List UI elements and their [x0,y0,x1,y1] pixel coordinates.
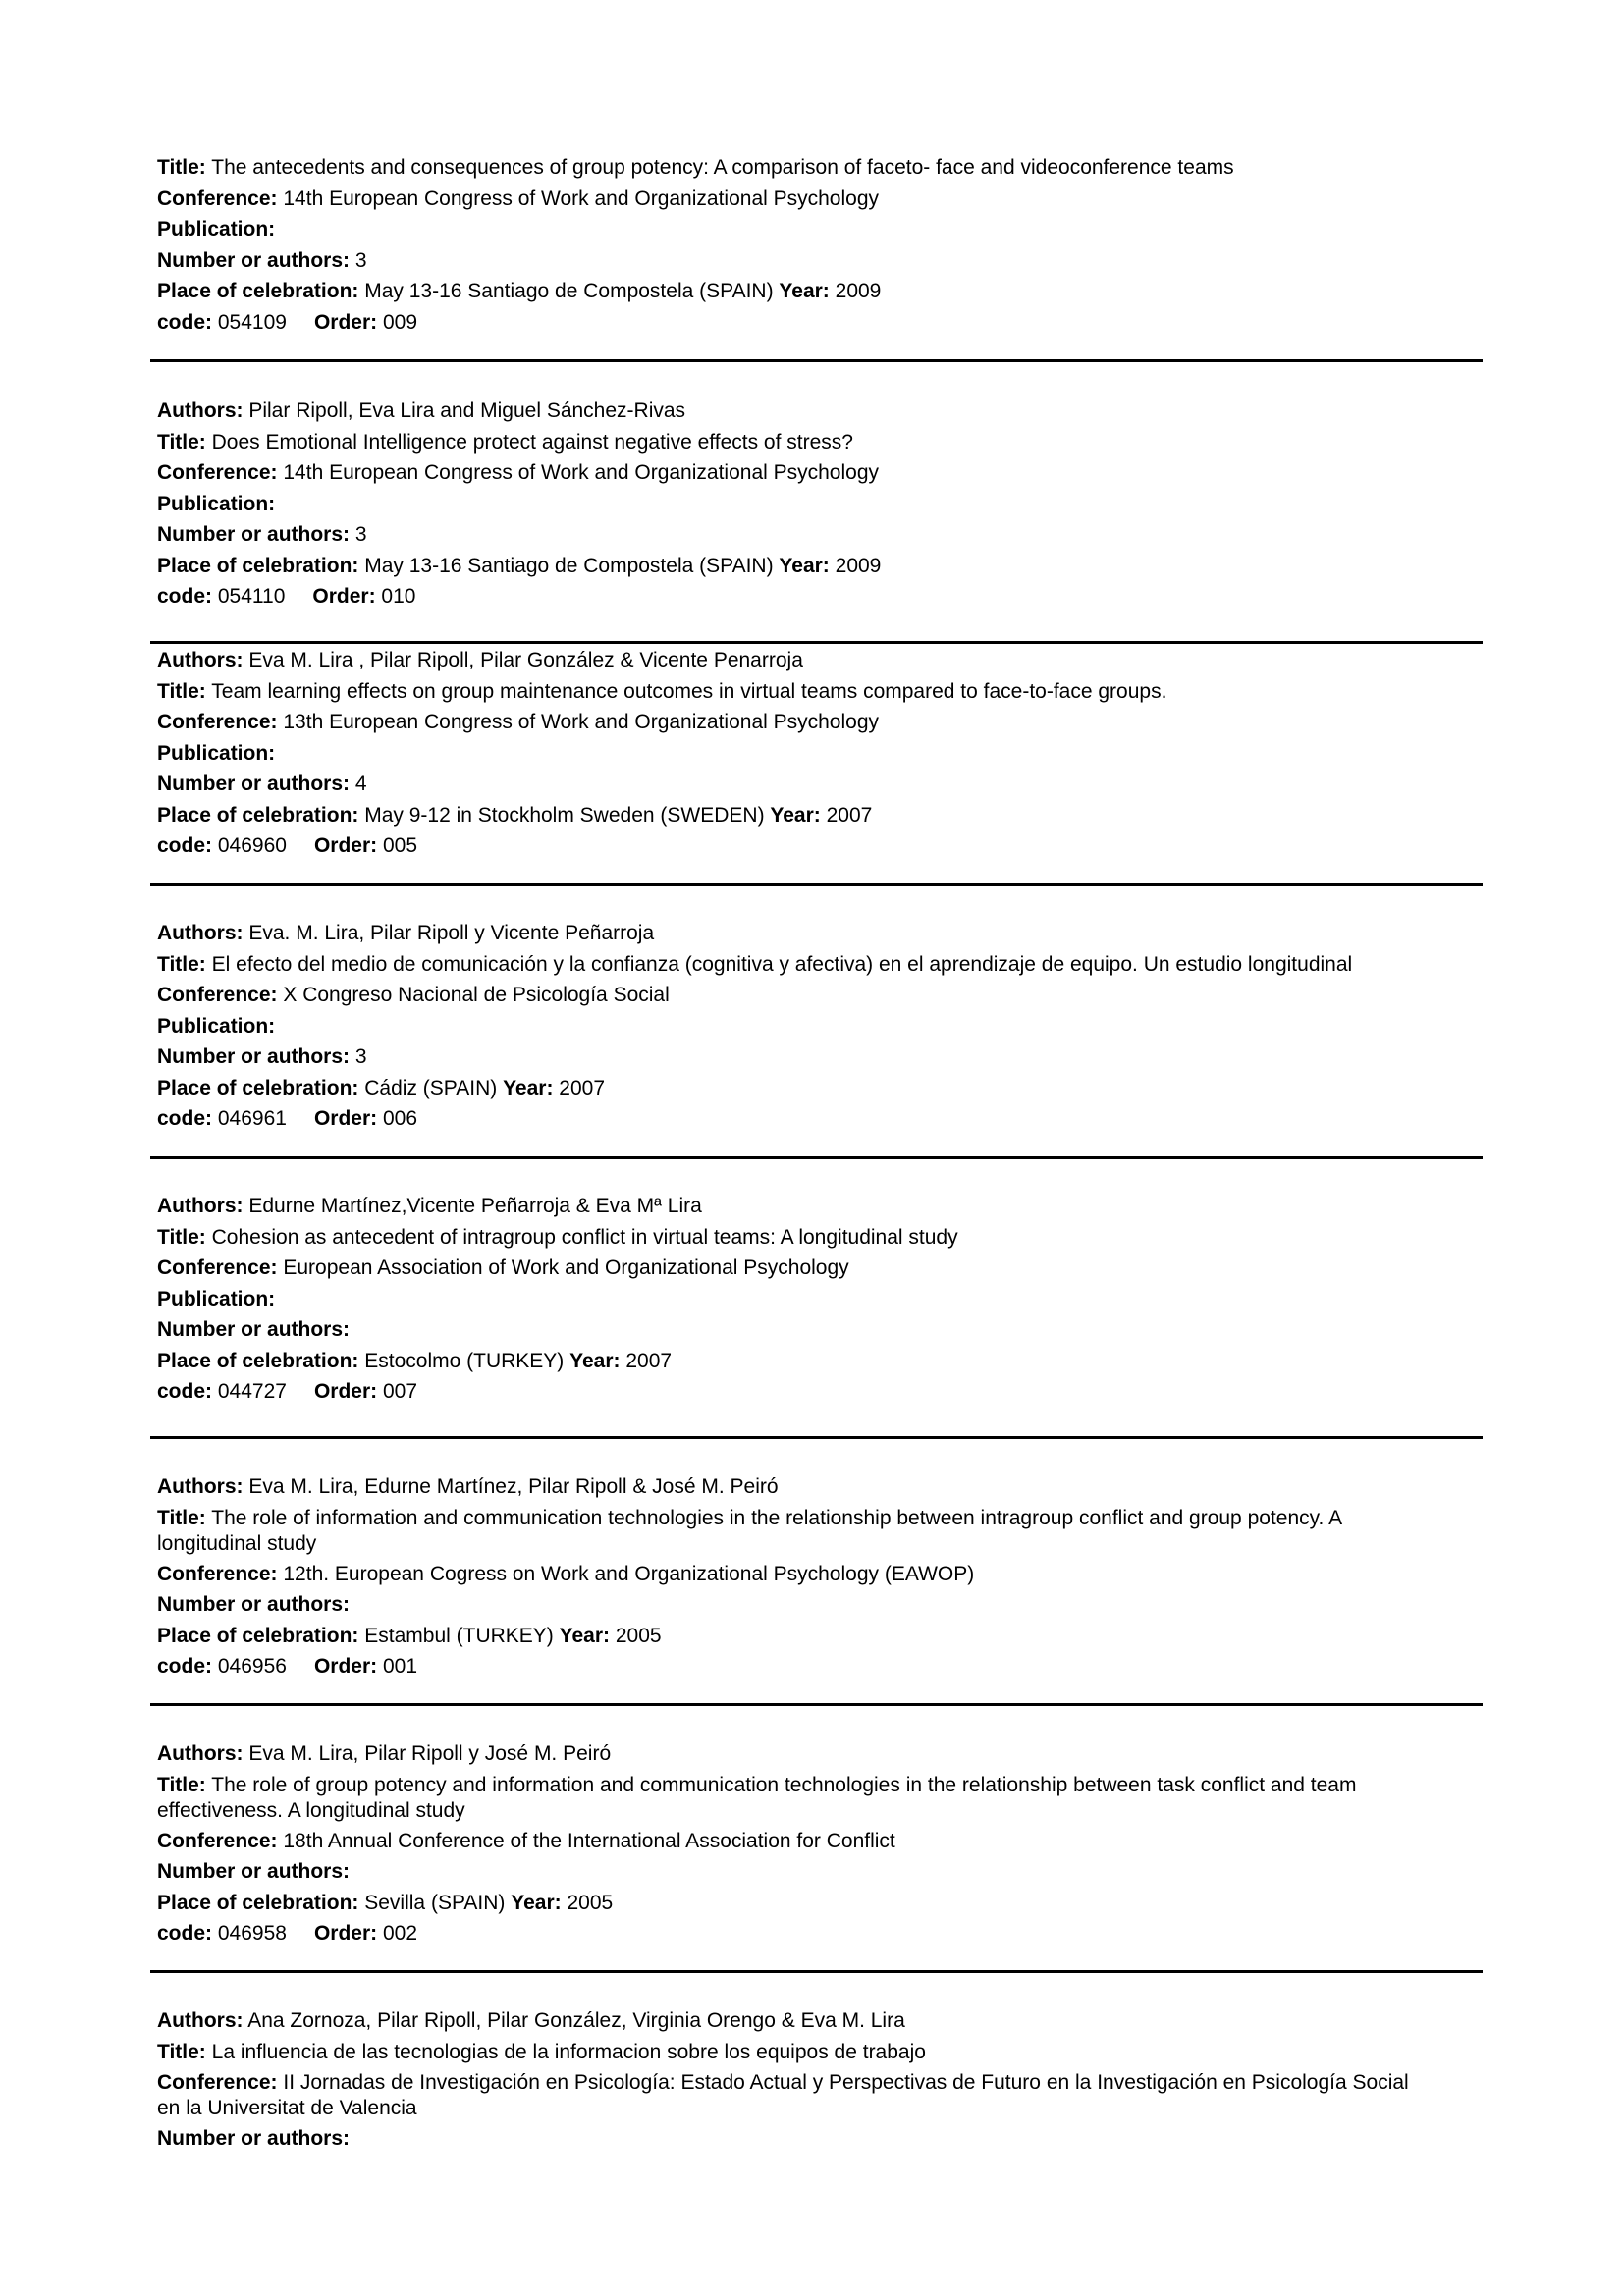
year-label: Year: [779,280,830,302]
number-of-authors-label: Number or authors: [157,523,351,546]
title-value: Cohesion as antecedent of intragroup conflict in virtual teams: A longitudinal study [211,1225,958,1249]
year-value: 2007 [559,1076,606,1099]
code-label: code: [157,1922,213,1945]
number-of-authors-label: Number or authors: [157,248,351,272]
order-label: Order: [313,1107,378,1130]
title-label: Title: [157,2040,206,2063]
publication-entry [157,1191,1483,1408]
title-value: Does Emotional Intelligence protect against negative effects of stress? [211,430,853,454]
title-value: El efecto del medio de comunicación y la confianza (cognitiva y afectiva) en el aprendizaje de equipo. Un estudio longitudinal [211,952,1353,976]
authors-value: Pilar Ripoll, Eva Lira and Miguel Sánchez-Rivas [248,400,686,422]
conference-value: 14th European Congress of Work and Organizational Psychology [283,461,880,484]
number-of-authors-line [157,1314,1483,1346]
order-value: 005 [382,834,418,857]
authors-line [157,918,1483,949]
divider [150,1703,1483,1706]
publication-entry [157,396,1483,613]
number-of-authors-value: 4 [354,773,367,795]
publication-label: Publication: [157,492,276,515]
conference-label: Conference: [157,1562,278,1585]
publication-label: Publication: [157,1014,276,1038]
place-value: Estambul (TURKEY) [364,1624,554,1647]
authors-value: Eva M. Lira , Pilar Ripoll, Pilar González & Vicente Penarroja [248,649,803,671]
conference-label: Conference: [157,187,278,210]
authors-value: Eva. M. Lira, Pilar Ripoll y Vicente Peñarroja [248,922,655,944]
title-line [157,1770,1434,1826]
code-line [157,581,1483,613]
conference-line [157,1826,1483,1857]
code-line [157,1918,1483,1949]
year-label: Year: [779,554,830,577]
order-value: 010 [381,585,416,608]
title-line [157,1503,1434,1559]
year-label: Year: [511,1891,562,1914]
title-line [157,427,1483,458]
year-value: 2005 [567,1891,614,1914]
authors-value: Ana Zornoza, Pilar Ripoll, Pilar González, Virginia Orengo & Eva M. Lira [247,2009,905,2032]
code-label: code: [157,310,213,334]
number-of-authors-line [157,769,1483,800]
conference-line [157,1253,1483,1284]
authors-label: Authors: [157,400,244,422]
title-label: Title: [157,430,206,454]
year-label: Year: [503,1076,554,1099]
title-line [157,1222,1483,1254]
order-value: 009 [382,310,418,334]
order-value: 007 [382,1380,418,1403]
divider [150,1156,1483,1159]
authors-line [157,396,1483,427]
code-value: 046960 [217,834,287,857]
place-value: May 9-12 in Stockholm Sweden (SWEDEN) [364,803,765,827]
conference-line [157,457,1483,489]
code-value: 054109 [217,310,287,334]
title-line [157,949,1483,981]
year-label: Year: [770,803,821,827]
number-of-authors-value: 3 [354,248,367,272]
conference-line [157,184,1483,215]
authors-line [157,1191,1483,1222]
number-of-authors-label: Number or authors: [157,2127,351,2150]
conference-label: Conference: [157,461,278,484]
title-label: Title: [157,156,206,179]
title-label: Title: [157,1506,206,1529]
conference-value: 14th European Congress of Work and Organizational Psychology [283,187,880,210]
number-of-authors-value: 3 [354,523,367,546]
code-line [157,1376,1483,1408]
conference-label: Conference: [157,1256,278,1279]
authors-label: Authors: [157,1475,244,1498]
title-label: Title: [157,952,206,976]
code-value: 044727 [217,1380,287,1403]
code-line [157,307,1483,339]
place-value: May 13-16 Santiago de Compostela (SPAIN) [364,280,774,302]
place-label: Place of celebration: [157,1891,359,1914]
number-of-authors-value: 3 [354,1045,367,1068]
authors-line [157,1738,1483,1770]
code-value: 054110 [217,585,286,608]
number-of-authors-line [157,1041,1483,1073]
place-label: Place of celebration: [157,554,359,577]
year-label: Year: [559,1624,611,1647]
authors-line [157,645,1483,676]
conference-label: Conference: [157,2071,278,2094]
publication-line [157,489,1483,520]
authors-line [157,2005,1483,2037]
code-label: code: [157,1107,213,1130]
title-value: The antecedents and consequences of group potency: A comparison of faceto- face and videoconference teams [211,156,1234,179]
place-label: Place of celebration: [157,1076,359,1099]
number-of-authors-line [157,1589,1483,1621]
divider [150,359,1483,362]
place-line [157,1346,1483,1377]
title-label: Title: [157,1225,206,1249]
divider [150,1970,1483,1973]
publication-line [157,738,1483,770]
place-line [157,1621,1483,1652]
code-line [157,830,1483,862]
number-of-authors-label: Number or authors: [157,1593,351,1616]
conference-line [157,1559,1483,1590]
place-line [157,1888,1483,1919]
place-line [157,551,1483,582]
publication-line [157,1011,1483,1042]
order-label: Order: [312,585,376,608]
code-label: code: [157,1655,213,1678]
year-label: Year: [569,1349,621,1372]
number-of-authors-line [157,519,1483,551]
year-value: 2007 [625,1349,673,1372]
place-label: Place of celebration: [157,280,359,302]
order-label: Order: [313,1922,378,1945]
place-value: May 13-16 Santiago de Compostela (SPAIN) [364,554,774,577]
conference-value: 13th European Congress of Work and Organizational Psychology [283,711,880,733]
code-value: 046956 [217,1655,287,1678]
place-label: Place of celebration: [157,803,359,827]
publication-entry [157,2005,1483,2155]
code-line [157,1103,1483,1135]
authors-value: Eva M. Lira, Pilar Ripoll y José M. Peiró [248,1742,612,1765]
title-value: La influencia de las tecnologias de la informacion sobre los equipos de trabajo [211,2040,926,2063]
year-value: 2009 [835,280,882,302]
code-line [157,1651,1483,1682]
publication-entry [157,918,1483,1135]
code-value: 046958 [217,1922,287,1945]
publication-entry [157,152,1483,338]
place-value: Cádiz (SPAIN) [364,1076,498,1099]
place-label: Place of celebration: [157,1624,359,1647]
publication-entry [157,1738,1483,1949]
number-of-authors-label: Number or authors: [157,1045,351,1068]
title-value: Team learning effects on group maintenance outcomes in virtual teams compared to face-to-face groups. [211,679,1167,703]
order-label: Order: [313,1380,378,1403]
conference-value: 12th. European Cogress on Work and Organizational Psychology (EAWOP) [283,1562,975,1585]
conference-label: Conference: [157,711,278,733]
number-of-authors-label: Number or authors: [157,773,351,795]
place-line [157,276,1483,307]
year-value: 2009 [835,554,882,577]
publication-entry [157,1471,1483,1682]
conference-label: Conference: [157,1829,278,1852]
title-value: The role of information and communication technologies in the relationship between intragroup conflict and group potency. A longitudinal study [157,1506,1341,1555]
place-value: Sevilla (SPAIN) [364,1891,506,1914]
place-line [157,1073,1483,1104]
place-label: Place of celebration: [157,1349,359,1372]
title-value: The role of group potency and information and communication technologies in the relationship between task conflict and team effectiveness. A longitudinal study [157,1773,1357,1822]
number-of-authors-line [157,1856,1483,1888]
order-value: 002 [382,1922,418,1945]
conference-line [157,980,1483,1011]
divider [150,883,1483,886]
year-value: 2007 [826,803,873,827]
conference-value: 18th Annual Conference of the International Association for Conflict [283,1829,895,1852]
code-label: code: [157,585,213,608]
authors-label: Authors: [157,649,244,671]
publication-entry [157,645,1483,862]
publication-line [157,1284,1483,1315]
conference-value: X Congreso Nacional de Psicología Social [283,984,670,1006]
code-label: code: [157,834,213,857]
authors-line [157,1471,1483,1503]
number-of-authors-label: Number or authors: [157,1318,351,1341]
publication-line [157,214,1483,245]
authors-value: Eva M. Lira, Edurne Martínez, Pilar Ripoll & José M. Peiró [248,1475,779,1498]
authors-label: Authors: [157,922,244,944]
title-line [157,152,1483,184]
title-line [157,676,1483,708]
authors-label: Authors: [157,1195,244,1217]
publication-label: Publication: [157,1287,276,1310]
title-label: Title: [157,1773,206,1796]
authors-label: Authors: [157,1742,244,1765]
title-line [157,2037,1483,2068]
authors-value: Edurne Martínez,Vicente Peñarroja & Eva Mª Lira [248,1195,702,1217]
year-value: 2005 [615,1624,662,1647]
conference-line [157,2067,1434,2123]
divider [150,641,1483,644]
conference-value: European Association of Work and Organizational Psychology [283,1256,849,1279]
number-of-authors-line [157,2123,1483,2155]
publication-label: Publication: [157,218,276,240]
order-value: 001 [382,1655,418,1678]
order-value: 006 [382,1107,418,1130]
authors-label: Authors: [157,2009,244,2032]
conference-label: Conference: [157,984,278,1006]
number-of-authors-line [157,245,1483,277]
conference-line [157,707,1483,738]
publication-label: Publication: [157,741,276,765]
order-label: Order: [313,310,378,334]
number-of-authors-label: Number or authors: [157,1860,351,1883]
divider [150,1436,1483,1439]
place-value: Estocolmo (TURKEY) [364,1349,565,1372]
code-value: 046961 [217,1107,287,1130]
code-label: code: [157,1380,213,1403]
order-label: Order: [313,1655,378,1678]
order-label: Order: [313,834,378,857]
place-line [157,800,1483,831]
conference-value: II Jornadas de Investigación en Psicología: Estado Actual y Perspectivas de Futuro en la Investigación en Psicología Social en la Universitat de Valencia [157,2071,1409,2119]
title-label: Title: [157,679,206,703]
